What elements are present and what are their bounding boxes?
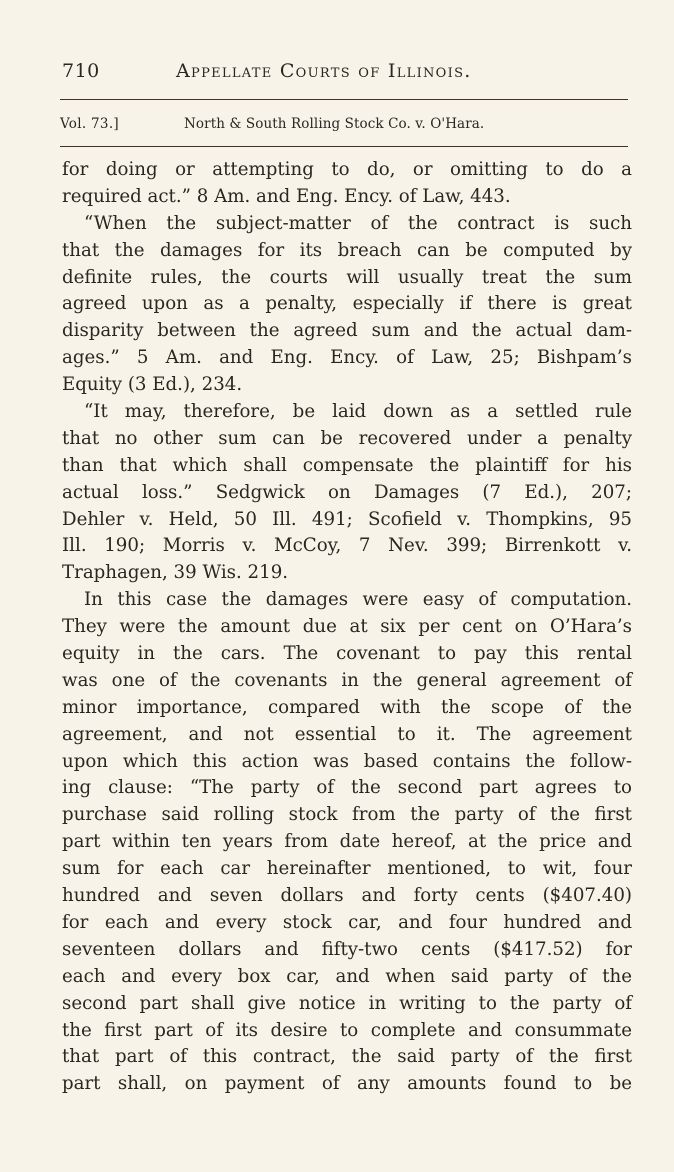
text-line: They were the amount due at six per cent on O’Hara’s: [62, 616, 632, 638]
text-line: minor importance, compared with the scope of the: [62, 696, 632, 718]
text-line: purchase said rolling stock from the party of the first: [62, 804, 632, 826]
text-line: ing clause: “The party of the second part agrees to: [62, 777, 632, 799]
text-line: sum for each car hereinafter mentioned, to wit, four: [62, 858, 632, 880]
text-line: second part shall give notice in writing to the party of: [62, 992, 632, 1014]
text-line: Dehler v. Held, 50 Ill. 491; Scofield v. Thompkins, 95: [62, 508, 632, 530]
page-header: [60, 58, 630, 92]
text-line: In this case the damages were easy of computation.: [84, 589, 632, 611]
text-line: ages.” 5 Am. and Eng. Ency. of Law, 25; Bishpam’s: [62, 347, 632, 369]
text-line: that the damages for its breach can be computed by: [62, 239, 632, 261]
text-line: for doing or attempting to do, or omitting to do a: [62, 159, 632, 180]
running-title: Appellate Courts of Illinois.: [176, 60, 472, 82]
text-line: disparity between the agreed sum and the actual dam-: [62, 320, 632, 342]
text-line: definite rules, the courts will usually treat the sum: [62, 266, 632, 288]
text-line: seventeen dollars and fifty-two cents ($417.52) for: [62, 938, 632, 960]
text-line: equity in the cars. The covenant to pay this rental: [62, 643, 632, 665]
case-reference-line: [60, 116, 630, 138]
text-line: Ill. 190; Morris v. McCoy, 7 Nev. 399; Birrenkott v.: [62, 535, 632, 557]
text-line: Traphagen, 39 Wis. 219.: [62, 562, 289, 584]
text-line: the first part of its desire to complete and consummate: [62, 1019, 632, 1041]
text-line: “When the subject-matter of the contract is such: [84, 212, 632, 234]
text-line: was one of the covenants in the general agreement of: [62, 669, 632, 691]
text-line: than that which shall compensate the plaintiff for his: [62, 454, 632, 476]
text-line: agreement, and not essential to it. The agreement: [62, 723, 632, 745]
volume-reference: Vol. 73.]: [60, 116, 119, 132]
text-line: upon which this action was based contains the follow-: [62, 750, 632, 772]
text-line: each and every box car, and when said party of the: [62, 965, 632, 987]
text-line: that part of this contract, the said party of the first: [62, 1046, 632, 1068]
text-line: “It may, therefore, be laid down as a settled rule: [84, 401, 632, 423]
text-line: hundred and seven dollars and forty cents ($407.40): [62, 885, 632, 907]
text-line: agreed upon as a penalty, especially if there is great: [62, 293, 632, 315]
case-title: North & South Rolling Stock Co. v. O'Hara.: [184, 116, 485, 132]
text-line: required act.” 8 Am. and Eng. Ency. of Law, 443.: [62, 185, 511, 207]
header-rule-bottom: [60, 146, 628, 147]
text-line: part within ten years from date hereof, at the price and: [62, 831, 632, 853]
text-line: part shall, on payment of any amounts found to be: [62, 1073, 632, 1095]
text-line: Equity (3 Ed.), 234.: [62, 374, 243, 396]
text-line: for each and every stock car, and four hundred and: [62, 911, 632, 933]
page-number: 710: [62, 60, 100, 82]
text-line: that no other sum can be recovered under a penalty: [62, 427, 632, 449]
text-line: actual loss.” Sedgwick on Damages (7 Ed.), 207;: [62, 481, 632, 503]
body-text: [62, 157, 632, 1098]
header-rule-top: [60, 99, 628, 100]
